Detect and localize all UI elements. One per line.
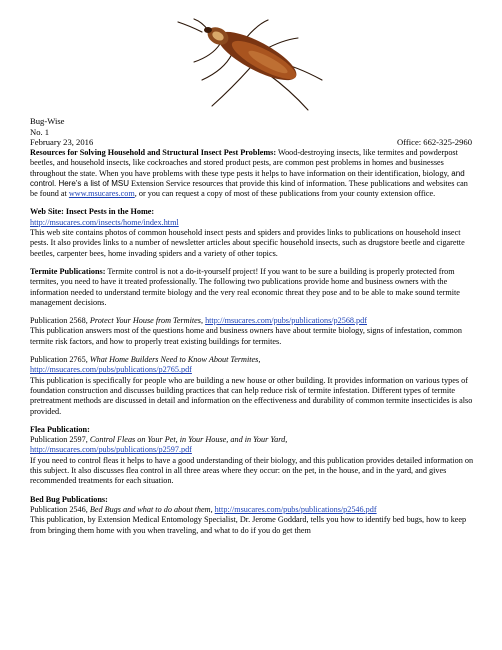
pub2546-link[interactable]: http://msucares.com/pubs/publications/p2546.pdf <box>214 504 377 514</box>
pub2597-title: Control Fleas on Your Pet, in Your House, and in Your Yard <box>89 435 286 445</box>
resources-text-3: , or you can request a copy of most of these publications from your county extension office. <box>134 189 436 199</box>
pub2568-text: This publication answers most of the questions home and business owners have about termite biology, signs of infestation, common termite risk factors, and how to properly treat existing buildings for termites. <box>30 326 462 346</box>
bedbug-section <box>30 495 474 536</box>
pub2568-sep: , <box>200 316 206 326</box>
publication-2568 <box>30 316 474 347</box>
pub2568-prefix: Publication 2568, <box>30 316 90 326</box>
bedbug-heading: Bed Bug Publications: <box>30 494 108 504</box>
publication-2765 <box>30 355 474 417</box>
pub2597-prefix: Publication 2597, <box>30 435 90 445</box>
pub2546-title: Bed Bugs and what to do about them <box>89 504 211 514</box>
office-phone: Office: 662-325-2960 <box>396 137 472 147</box>
newsletter-body <box>30 148 474 544</box>
masthead <box>30 116 472 148</box>
pub2597-link[interactable]: http://msucares.com/pubs/publications/p2597.pdf <box>30 445 192 455</box>
flea-heading: Flea Publication: <box>30 424 90 434</box>
pub2546-sep: , <box>210 504 215 514</box>
pub2765-title: What Home Builders Need to Know About Termites <box>89 355 259 365</box>
termite-section <box>30 267 474 308</box>
pub2765-text: This publication is specifically for people who are building a new house or other building. It provides information on various types of foundation construction and discusses building practices that can help reduce risk of termite infestation. Different types of termite pretreatment methods are discussed in detail and information on the effectiveness and durability of common termite insecticides is also provided. <box>30 375 473 416</box>
flea-section <box>30 425 474 487</box>
pub2546-prefix: Publication 2546, <box>30 504 90 514</box>
pub2765-link[interactable]: http://msucares.com/pubs/publications/p2765.pdf <box>30 365 192 375</box>
newsletter-title: Bug-Wise <box>30 116 65 126</box>
pub2765-prefix: Publication 2765, <box>30 355 90 365</box>
pub2765-sep: , <box>258 355 261 365</box>
bedbug-text: This publication, by Extension Medical Entomology Specialist, Dr. Jerome Goddard, tells you how to identify bed bugs, how to keep from bringing them home with you when traveling, and what to do if you do get them <box>30 515 467 535</box>
flea-text: If you need to control fleas it helps to have a good understanding of their biology, and this publication provides detailed information on this subject. It also discusses flea control in all three areas where they occur: on the pet, in the house, and in the yard, and gives recommended treatments for each situation. <box>30 455 474 486</box>
pub2568-link[interactable]: http://msucares.com/pubs/publications/p2568.pdf <box>205 316 367 326</box>
termite-text: Termite control is not a do-it-yourself project! If you want to be sure a building is properly protected from termites, you need to have it treated professionally. The following two publications provide home and business owners with the information needed to understand termite biology and the very real economic threat they pose and to be able to make sound termite management decisions. <box>30 266 460 307</box>
resources-text-2: Extension Service resources that provide this kind of information. These publications and websites can be found at <box>30 178 468 199</box>
insects-home-link[interactable]: http://msucares.com/insects/home/index.html <box>30 217 179 227</box>
website-heading: Web Site: Insect Pests in the Home: <box>30 207 155 217</box>
website-section <box>30 207 474 258</box>
issue-number: No. 1 <box>30 126 50 137</box>
resources-text-1: Wood-destroying insects, like termites and powderpost beetles, and household insects, like cockroaches and stored product pests, are common pest problems in homes and businesses throughout the state. When you have problems with these type pests it helps to have information on their identification, biology, <box>30 148 458 178</box>
resources-section <box>30 148 474 199</box>
pub2597-sep: , <box>285 435 288 445</box>
resources-text-sans: and control. Here’s a list of MSU <box>30 168 465 188</box>
cockroach-photo <box>172 18 330 112</box>
msucares-link[interactable]: www.msucares.com <box>68 189 135 199</box>
termite-heading: Termite Publications: <box>30 266 106 276</box>
website-text: This web site contains photos of common household insect pests and spiders and provides links to publications on household insect pests. It also provides links to a number of newsletter articles about specific household insects, such as drugstore beetle and cigarette beetles, carpenter bees, home invading spiders and a variety of other topics. <box>30 228 465 258</box>
resources-heading: Resources for Solving Household and Structural Insect Pest Problems: <box>30 148 277 157</box>
pub2568-title: Protect Your House from Termites <box>89 316 201 326</box>
issue-date: February 23, 2016 <box>30 137 94 147</box>
